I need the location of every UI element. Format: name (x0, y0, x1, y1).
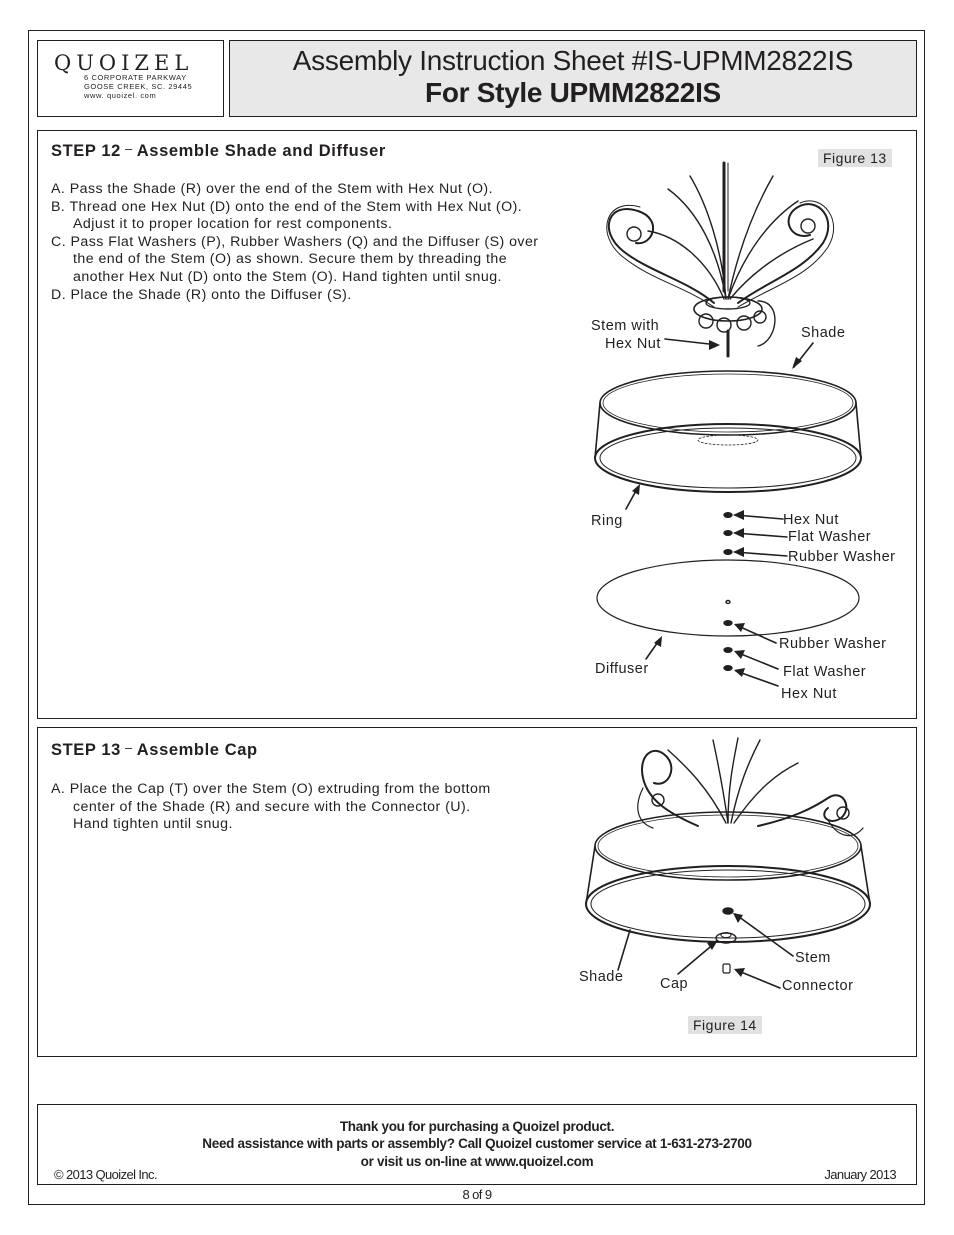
step-12-instruction-c: C. Pass Flat Washers (P), Rubber Washers (Q) and the Diffuser (S) over the end of the Stem (O) as shown. Secure them by threading the another Hex Nut (D) onto the Stem (O). Hand tighten until snug. (51, 233, 539, 285)
footer-assistance: Need assistance with parts or assembly? Call Quoizel customer service at 1-631-273-2700 (202, 1136, 752, 1151)
fig13-flat-washer-bottom (724, 648, 732, 653)
fig14-right-scroll (758, 795, 846, 826)
step-13-dash: – (124, 740, 133, 755)
address-line-1: 6 CORPORATE PARKWAY (84, 73, 187, 82)
callout-ring: Ring (591, 513, 623, 529)
step-12-title: Assemble Shade and Diffuser (136, 142, 386, 160)
step-12-instruction-d: D. Place the Shade (R) onto the Diffuser (S). (51, 286, 352, 303)
arrowhead-flat-washer-top (733, 528, 744, 538)
company-address (84, 73, 192, 100)
callout-stem-with-line2: Hex Nut (605, 336, 661, 352)
figure-13-drawing (38, 131, 918, 720)
fig13-flat-washer-top (724, 531, 732, 536)
figure-14-label: Figure 14 (688, 1016, 762, 1034)
fig13-arm-5 (648, 231, 724, 299)
fig13-hex-nut-top (724, 513, 732, 518)
fig13-socket-1 (699, 314, 713, 328)
page-number: 8 of 9 (462, 1187, 492, 1202)
fig13-shade-center-hint (698, 435, 758, 445)
fig13-left-scroll-curl (627, 227, 641, 241)
fig13-arm-2 (690, 176, 726, 299)
fig13-arrowheads (632, 340, 802, 677)
fig14-shade-top-inner (598, 815, 858, 877)
step-13-title: Assemble Cap (136, 741, 258, 759)
fig13-rubber-washer-top (724, 550, 732, 555)
callout-hex-nut-top: Hex Nut (783, 512, 839, 528)
arrowhead-ring (632, 484, 640, 495)
callout-shade: Shade (801, 325, 846, 341)
callout-diffuser: Diffuser (595, 661, 649, 677)
sheet-title: Assembly Instruction Sheet #IS-UPMM2822IS (292, 45, 854, 76)
fig14-left-scroll-curl (652, 794, 664, 806)
fig13-shade-top (600, 371, 856, 435)
fig14-leader-lines (618, 914, 793, 988)
style-title: For Style UPMM2822IS (425, 77, 721, 108)
step-12-instruction-a: A. Pass the Shade (R) over the end of the Stem with Hex Nut (O). (51, 181, 493, 197)
step-12-dash: – (124, 141, 133, 156)
footer-date: January 2013 (824, 1167, 896, 1182)
fig14-arrowheads (707, 913, 745, 977)
fig14-arm-1 (713, 740, 728, 823)
fig14-connector (723, 964, 730, 973)
fig13-arm-4 (728, 201, 798, 299)
figure-14-drawing (38, 728, 918, 1058)
figure-13-label: Figure 13 (818, 149, 892, 167)
footer-thank-you: Thank you for purchasing a Quoizel product. (339, 1119, 615, 1134)
fig13-ring (600, 428, 856, 488)
footer-website: or visit us on-line at www.quoizel.com (360, 1154, 594, 1169)
footer-copyright: © 2013 Quoizel Inc. (54, 1167, 157, 1182)
step-12-number: STEP 12 (51, 142, 121, 160)
arrowhead-rubber-washer-top (733, 547, 744, 557)
fig13-rubber-washer-bottom (724, 621, 732, 626)
leader-shade (618, 930, 630, 970)
fig13-right-scroll-curl (801, 219, 815, 233)
fig13-arm-6 (730, 239, 813, 299)
arrowhead-stem (709, 340, 720, 350)
fig14-shade-bottom (586, 866, 870, 942)
fig13-diffuser-hole (726, 601, 730, 604)
fig13-hex-nut-bottom (724, 666, 732, 671)
logo-box (37, 40, 224, 117)
address-line-2: GOOSE CREEK, SC. 29445 (84, 82, 193, 91)
fig14-stem (723, 908, 733, 914)
callout-cap: Cap (660, 976, 689, 992)
callout-rubber-washer-top: Rubber Washer (788, 549, 896, 565)
fig14-arm-5 (728, 738, 738, 823)
callout-shade: Shade (579, 969, 624, 985)
callout-rubber-washer-bottom: Rubber Washer (779, 636, 887, 652)
step-13-number: STEP 13 (51, 741, 121, 759)
arrowhead-hex-nut-top (733, 510, 744, 520)
callout-flat-washer-bottom: Flat Washer (783, 664, 867, 680)
callout-flat-washer-top: Flat Washer (788, 529, 872, 545)
arrowhead-hex-nut-bottom (734, 668, 745, 677)
title-box (229, 40, 917, 117)
footer-box (37, 1104, 917, 1185)
address-line-3: www. quoizel. com (84, 91, 157, 100)
callout-hex-nut-bottom: Hex Nut (781, 686, 837, 702)
step-12-panel (37, 130, 917, 719)
callout-connector: Connector (782, 978, 854, 994)
callout-stem-with-line1: Stem with (591, 318, 660, 334)
step-13-panel (37, 727, 917, 1057)
callout-stem: Stem (795, 950, 831, 966)
step-13-instruction-a: A. Place the Cap (T) over the Stem (O) extruding from the bottom center of the Shade (R) and secure with the Connector (U). Hand tighten until snug. (51, 781, 491, 833)
fig13-socket-3 (737, 316, 751, 330)
quoizel-logo: QUOIZEL (54, 51, 194, 75)
step-12-instruction-b: B. Thread one Hex Nut (D) onto the end of the Stem with Hex Nut (O). Adjust it to proper location for rest components. (51, 198, 523, 233)
